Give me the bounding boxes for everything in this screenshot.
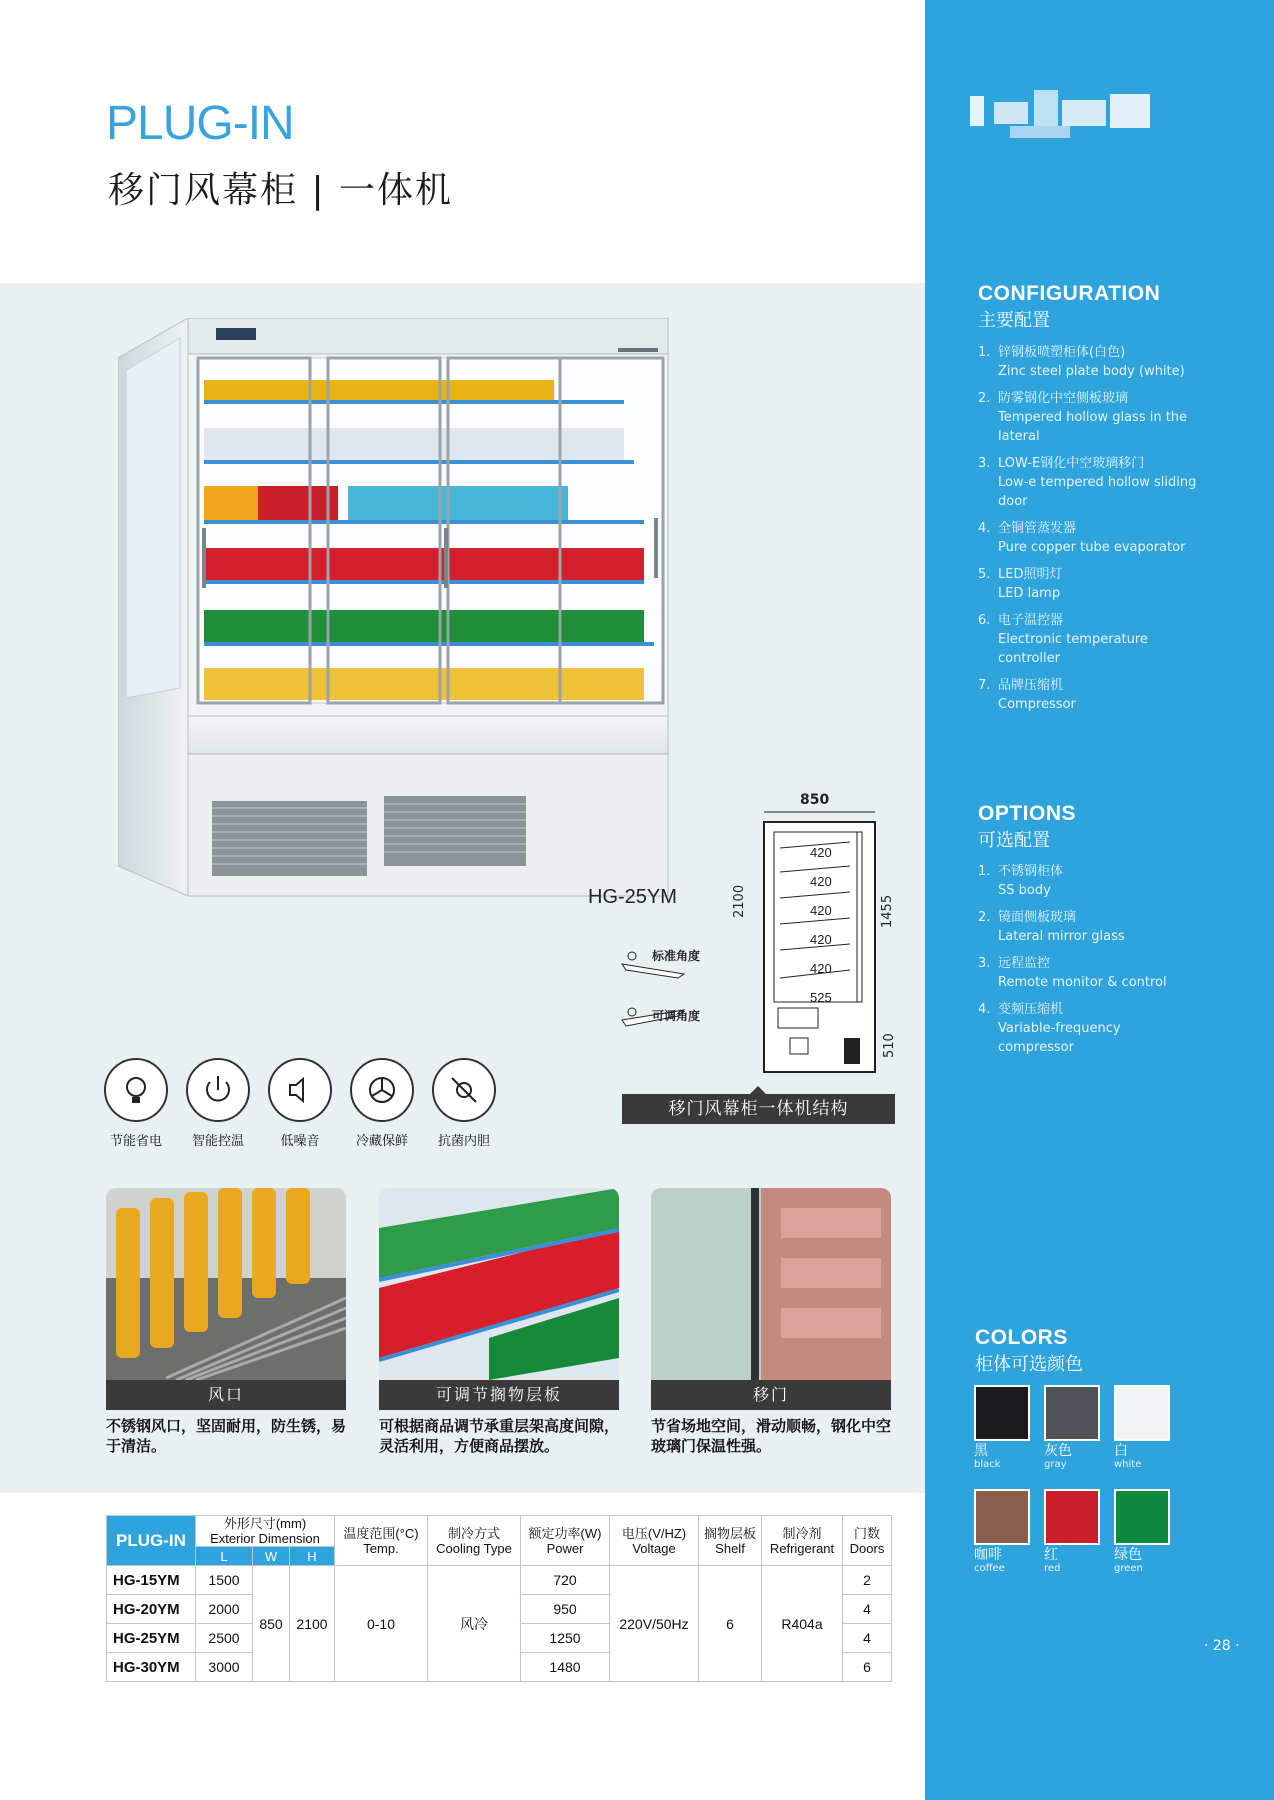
header-cool-en: Cooling Type bbox=[436, 1540, 512, 1556]
header-ref-zh: 制冷剂 bbox=[782, 1525, 822, 1541]
header-temp bbox=[335, 1516, 428, 1566]
shelf-spacing: 420 bbox=[810, 845, 832, 860]
feature-label: 智能控温 bbox=[191, 1134, 244, 1149]
header-power-zh: 额定功率(W) bbox=[528, 1525, 602, 1541]
photo-tag: 移门 bbox=[651, 1380, 891, 1410]
configuration-section bbox=[978, 282, 1160, 332]
colors-section bbox=[975, 1326, 1083, 1376]
height-cell: 2100 bbox=[290, 1566, 335, 1682]
header-dim-en: Exterior Dimension bbox=[210, 1531, 320, 1546]
header-power-en: Power bbox=[546, 1540, 584, 1556]
item-en: LED lamp bbox=[998, 586, 1061, 601]
angle-adjustable-label: 可调角度 bbox=[652, 1009, 701, 1023]
spec-list-item bbox=[978, 519, 1198, 557]
color-swatch bbox=[1044, 1385, 1100, 1441]
item-number: 7. bbox=[978, 678, 991, 693]
colors-title: COLORS bbox=[975, 1326, 1068, 1349]
shelf-cell: 6 bbox=[699, 1566, 762, 1682]
diagram-caption: 移门风幕柜一体机结构 bbox=[622, 1094, 895, 1124]
header-doors-en: Doors bbox=[849, 1540, 885, 1556]
color-option bbox=[1044, 1489, 1100, 1574]
angle-standard-label: 标准角度 bbox=[652, 949, 701, 963]
item-zh: 品牌压缩机 bbox=[998, 678, 1064, 693]
item-number: 6. bbox=[978, 613, 991, 628]
doors-cell: 4 bbox=[843, 1595, 892, 1624]
vent-photo bbox=[106, 1188, 346, 1380]
photo-desc: 可根据商品调节承重层架高度间隙，灵活利用，方便商品摆放。 bbox=[379, 1417, 620, 1455]
detail-photo-2 bbox=[379, 1188, 624, 1456]
sliding-door-photo bbox=[651, 1188, 891, 1380]
product-model: HG-25YM bbox=[588, 886, 677, 908]
spec-list-item bbox=[978, 954, 1198, 992]
model-cell: HG-20YM bbox=[107, 1595, 196, 1624]
power-cell: 1480 bbox=[521, 1653, 610, 1682]
feature-label: 低噪音 bbox=[280, 1134, 320, 1149]
refrigerant-cell: R404a bbox=[762, 1566, 843, 1682]
color-option bbox=[974, 1489, 1030, 1574]
item-number: 5. bbox=[978, 567, 991, 582]
temp-cell: 0-10 bbox=[335, 1566, 428, 1682]
configuration-list bbox=[978, 343, 1198, 722]
photo-tag: 风口 bbox=[106, 1380, 346, 1410]
color-swatches bbox=[974, 1385, 1174, 1585]
color-option bbox=[1044, 1385, 1100, 1470]
item-number: 1. bbox=[978, 345, 991, 360]
header-ref-en: Refrigerant bbox=[769, 1540, 835, 1556]
color-name-zh: 咖啡 bbox=[974, 1547, 1002, 1563]
spec-table bbox=[106, 1515, 892, 1682]
item-zh: 远程监控 bbox=[998, 956, 1051, 971]
item-zh: 锌钢板喷塑柜体(白色) bbox=[998, 345, 1126, 360]
item-en: Low-e tempered hollow sliding door bbox=[998, 475, 1197, 509]
header-dimension bbox=[196, 1516, 335, 1547]
header-shelf bbox=[699, 1516, 762, 1566]
header-power bbox=[521, 1516, 610, 1566]
item-en: Compressor bbox=[998, 697, 1076, 712]
detail-photo-1 bbox=[106, 1188, 351, 1456]
doors-cell: 4 bbox=[843, 1624, 892, 1653]
item-zh: 电子温控器 bbox=[998, 613, 1064, 628]
color-name-zh: 白 bbox=[1114, 1443, 1128, 1459]
color-name-en: coffee bbox=[974, 1563, 1005, 1574]
power-cell: 720 bbox=[521, 1566, 610, 1595]
header-shelf-en: Shelf bbox=[715, 1540, 745, 1556]
item-zh: 全铜管蒸发器 bbox=[998, 521, 1077, 536]
color-label bbox=[974, 1444, 1030, 1470]
spec-list-item bbox=[978, 1000, 1198, 1057]
item-zh: LED照明灯 bbox=[998, 567, 1063, 582]
model-cell: HG-30YM bbox=[107, 1653, 196, 1682]
cooling-cell: 风冷 bbox=[428, 1566, 521, 1682]
model-cell: HG-15YM bbox=[107, 1566, 196, 1595]
page-title-en: PLUG-IN bbox=[106, 97, 294, 150]
voltage-cell: 220V/50Hz bbox=[610, 1566, 699, 1682]
header-doors-zh: 门数 bbox=[853, 1525, 880, 1541]
header-shelf-zh: 搁物层板 bbox=[703, 1525, 756, 1541]
feature-item bbox=[268, 1058, 340, 1149]
options-title-zh: 可选配置 bbox=[978, 830, 1050, 851]
spec-list-item bbox=[978, 676, 1198, 714]
item-en: Electronic temperature controller bbox=[998, 632, 1148, 666]
feature-label: 抗菌内胆 bbox=[437, 1134, 490, 1149]
photo-desc: 不锈钢风口，坚固耐用，防生锈，易于清洁。 bbox=[106, 1417, 347, 1455]
height-base-label: 510 bbox=[882, 1033, 897, 1058]
color-name-zh: 灰色 bbox=[1044, 1443, 1072, 1459]
item-en: Zinc steel plate body (white) bbox=[998, 364, 1185, 379]
shelf-spacing: 420 bbox=[810, 932, 832, 947]
item-en: Pure copper tube evaporator bbox=[998, 540, 1186, 555]
feature-item bbox=[186, 1058, 258, 1149]
item-en: Remote monitor & control bbox=[998, 975, 1167, 990]
item-en: Variable-frequency compressor bbox=[998, 1021, 1121, 1055]
header-volt-zh: 电压(V/HZ) bbox=[621, 1525, 687, 1541]
brand-logo bbox=[970, 90, 1155, 142]
colors-title-zh: 柜体可选颜色 bbox=[975, 1354, 1083, 1375]
fridge-illustration bbox=[118, 318, 678, 898]
item-zh: 防雾钢化中空侧板玻璃 bbox=[998, 391, 1129, 406]
shelf-spacing: 420 bbox=[810, 903, 832, 918]
color-swatch bbox=[974, 1385, 1030, 1441]
item-number: 4. bbox=[978, 1002, 991, 1017]
header-h: H bbox=[290, 1547, 335, 1566]
item-zh: 变频压缩机 bbox=[998, 1002, 1064, 1017]
detail-photo-3 bbox=[651, 1188, 896, 1456]
feature-item bbox=[104, 1058, 176, 1149]
spec-list-item bbox=[978, 611, 1198, 668]
page-title-zh: 移门风幕柜 | 一体机 bbox=[108, 170, 454, 211]
options-section bbox=[978, 802, 1076, 852]
color-name-en: white bbox=[1114, 1459, 1142, 1470]
spec-list-item bbox=[978, 389, 1198, 446]
shelf-photo bbox=[379, 1188, 619, 1380]
header-voltage bbox=[610, 1516, 699, 1566]
item-number: 3. bbox=[978, 456, 991, 471]
header-temp-zh: 温度范围(°C) bbox=[343, 1525, 419, 1541]
power-cell: 950 bbox=[521, 1595, 610, 1624]
item-en: SS body bbox=[998, 883, 1051, 898]
header-l: L bbox=[196, 1547, 253, 1566]
color-name-en: green bbox=[1114, 1563, 1143, 1574]
options-title: OPTIONS bbox=[978, 802, 1077, 825]
header-temp-en: Temp. bbox=[363, 1540, 399, 1556]
feature-item bbox=[432, 1058, 504, 1149]
table-corner: PLUG-IN bbox=[107, 1516, 196, 1566]
spec-list-item bbox=[978, 908, 1198, 946]
color-swatch bbox=[1114, 1489, 1170, 1545]
color-swatch bbox=[974, 1489, 1030, 1545]
length-cell: 1500 bbox=[196, 1566, 253, 1595]
shelf-spacings bbox=[810, 838, 832, 1012]
item-number: 4. bbox=[978, 521, 991, 536]
height-inner-label: 1455 bbox=[880, 894, 895, 928]
spec-list-item bbox=[978, 862, 1198, 900]
photo-tag: 可调节搁物层板 bbox=[379, 1380, 619, 1410]
diagram-width-label: 850 bbox=[800, 792, 830, 808]
color-name-en: black bbox=[974, 1459, 1001, 1470]
item-number: 2. bbox=[978, 391, 991, 406]
color-label bbox=[1114, 1444, 1170, 1470]
feature-label: 冷藏保鲜 bbox=[355, 1134, 408, 1149]
color-name-en: red bbox=[1044, 1563, 1061, 1574]
item-zh: LOW-E钢化中空玻璃移门 bbox=[998, 456, 1145, 471]
model-cell: HG-25YM bbox=[107, 1624, 196, 1653]
feature-label: 节能省电 bbox=[109, 1134, 162, 1149]
shelf-spacing: 420 bbox=[810, 874, 832, 889]
color-label bbox=[1044, 1548, 1100, 1574]
color-swatch bbox=[1044, 1489, 1100, 1545]
photo-desc: 节省场地空间，滑动顺畅，钢化中空玻璃门保温性强。 bbox=[651, 1417, 892, 1455]
color-name-zh: 红 bbox=[1044, 1547, 1058, 1563]
header-cooling bbox=[428, 1516, 521, 1566]
item-zh: 不锈钢柜体 bbox=[998, 864, 1064, 879]
color-name-zh: 绿色 bbox=[1114, 1547, 1142, 1563]
fan-icon bbox=[350, 1058, 414, 1122]
color-name-en: gray bbox=[1044, 1459, 1067, 1470]
configuration-title: CONFIGURATION bbox=[978, 282, 1161, 305]
item-number: 2. bbox=[978, 910, 991, 925]
spec-list-item bbox=[978, 454, 1198, 511]
shelf-spacing: 420 bbox=[810, 961, 832, 976]
color-name-zh: 黑 bbox=[974, 1443, 988, 1459]
header-w: W bbox=[253, 1547, 290, 1566]
options-list bbox=[978, 862, 1198, 1065]
width-cell: 850 bbox=[253, 1566, 290, 1682]
shelf-spacing: 525 bbox=[810, 990, 832, 1005]
page-number: · 28 · bbox=[1204, 1638, 1240, 1654]
length-cell: 3000 bbox=[196, 1653, 253, 1682]
item-en: Lateral mirror glass bbox=[998, 929, 1125, 944]
color-swatch bbox=[1114, 1385, 1170, 1441]
caption-pointer bbox=[748, 1086, 768, 1096]
speaker-icon bbox=[268, 1058, 332, 1122]
color-option bbox=[974, 1385, 1030, 1470]
doors-cell: 2 bbox=[843, 1566, 892, 1595]
bulb-icon bbox=[104, 1058, 168, 1122]
antibacterial-icon bbox=[432, 1058, 496, 1122]
spec-list-item bbox=[978, 565, 1198, 603]
feature-item bbox=[350, 1058, 422, 1149]
height-total-label: 2100 bbox=[732, 884, 747, 918]
header-volt-en: Voltage bbox=[632, 1540, 676, 1556]
header-dim-zh: 外形尺寸(mm) bbox=[223, 1516, 307, 1531]
doors-cell: 6 bbox=[843, 1653, 892, 1682]
color-label bbox=[1044, 1444, 1100, 1470]
color-option bbox=[1114, 1489, 1170, 1574]
item-en: Tempered hollow glass in the lateral bbox=[998, 410, 1188, 444]
item-number: 1. bbox=[978, 864, 991, 879]
length-cell: 2000 bbox=[196, 1595, 253, 1624]
color-label bbox=[1114, 1548, 1170, 1574]
header-refrigerant bbox=[762, 1516, 843, 1566]
configuration-title-zh: 主要配置 bbox=[978, 310, 1050, 331]
color-option bbox=[1114, 1385, 1170, 1470]
length-cell: 2500 bbox=[196, 1624, 253, 1653]
power-icon bbox=[186, 1058, 250, 1122]
color-label bbox=[974, 1548, 1030, 1574]
header-doors bbox=[843, 1516, 892, 1566]
spec-list-item bbox=[978, 343, 1198, 381]
table-row bbox=[107, 1566, 892, 1595]
header-cool-zh: 制冷方式 bbox=[447, 1525, 500, 1541]
item-zh: 镜面侧板玻璃 bbox=[998, 910, 1077, 925]
item-number: 3. bbox=[978, 956, 991, 971]
power-cell: 1250 bbox=[521, 1624, 610, 1653]
